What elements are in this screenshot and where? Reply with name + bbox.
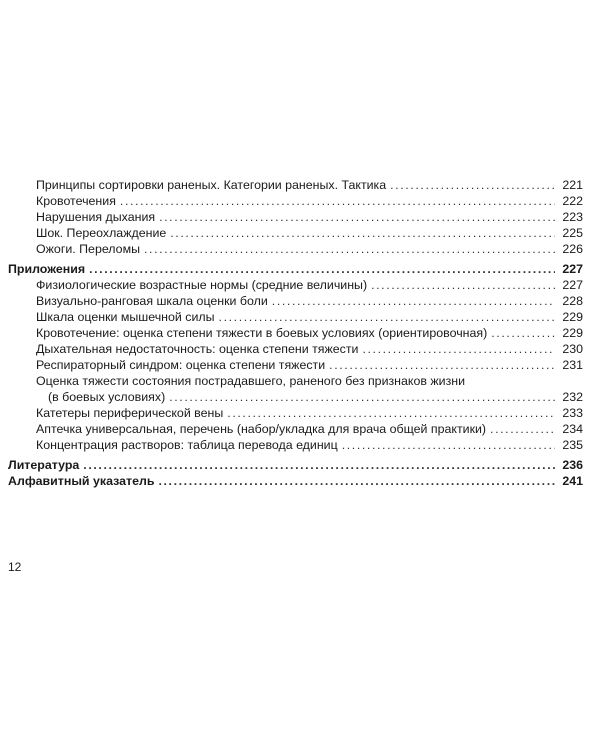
toc-entry-page: 222 (562, 194, 583, 208)
toc-entry-page: 233 (562, 406, 583, 420)
toc-section-label: Приложения (8, 262, 86, 276)
toc-entry-page: 231 (562, 358, 583, 372)
toc-leader-dots (490, 421, 555, 437)
toc-entry-page: 226 (562, 242, 583, 256)
toc-entry-label: Катетеры периферической вены (36, 406, 224, 420)
toc-leader-dots (342, 437, 555, 453)
toc-leader-dots (83, 457, 555, 473)
page-number: 12 (8, 560, 22, 574)
toc-leader-dots (89, 261, 555, 277)
toc-entry-page: 230 (562, 342, 583, 356)
toc-entry-label: Аптечка универсальная, перечень (набор/укладка для врача общей практики) (36, 422, 487, 436)
toc-section-page: 241 (562, 474, 583, 488)
toc-entry-label: Шкала оценки мышечной силы (36, 310, 215, 324)
toc-entry-page: 235 (562, 438, 583, 452)
toc-section-label: Алфавитный указатель (8, 474, 155, 488)
toc-entry-label: Кровотечения (36, 194, 116, 208)
toc-entry-label: Ожоги. Переломы (36, 242, 140, 256)
toc-leader-dots (120, 193, 555, 209)
toc-entry-label: Принципы сортировки раненых. Категории раненых. Тактика (36, 178, 387, 192)
toc-leader-dots (158, 473, 555, 489)
toc-entry-page: 221 (562, 178, 583, 192)
toc-leader-dots (390, 177, 555, 193)
toc-entry-label: Респираторный синдром: оценка степени тяжести (36, 358, 326, 372)
toc-leader-dots (371, 277, 555, 293)
toc-entry-label: Шок. Переохлаждение (36, 226, 167, 240)
toc-entry-label: Нарушения дыхания (36, 210, 156, 224)
toc-entry-label: Физиологические возрастные нормы (средние величины) (36, 278, 368, 292)
toc-leader-dots (362, 341, 555, 357)
toc-entry-label-continuation: (в боевых условиях) (48, 390, 166, 404)
toc-entry-page: 229 (562, 310, 583, 324)
toc-entry-page: 234 (562, 422, 583, 436)
toc-leader-dots (170, 225, 555, 241)
toc-leader-dots (169, 389, 555, 405)
toc-entry-page: 228 (562, 294, 583, 308)
toc-entry-label: Дыхательная недостаточность: оценка степени тяжести (36, 342, 359, 356)
toc-leader-dots (159, 209, 555, 225)
toc-entry-label: Концентрация растворов: таблица перевода единиц (36, 438, 338, 452)
toc-leader-dots (144, 241, 555, 257)
toc-leader-dots (227, 405, 555, 421)
toc-entry-page: 225 (562, 226, 583, 240)
toc-leader-dots (272, 293, 555, 309)
toc-entry-page: 232 (562, 390, 583, 404)
toc-section-page: 227 (562, 262, 583, 276)
toc-leader-dots (329, 357, 555, 373)
toc-entry-page: 229 (562, 326, 583, 340)
toc-entry-label: Визуально-ранговая шкала оценки боли (36, 294, 268, 308)
toc-entry-label: Кровотечение: оценка степени тяжести в боевых условиях (ориентировочная) (36, 326, 488, 340)
toc-entry-label: Оценка тяжести состояния пострадавшего, раненого без признаков жизни (36, 374, 466, 388)
toc-leader-dots (219, 309, 555, 325)
toc-section-label: Литература (8, 458, 80, 472)
toc-entry-page: 227 (562, 278, 583, 292)
toc-entry-page: 223 (562, 210, 583, 224)
toc-leader-dots (491, 325, 555, 341)
toc-section-page: 236 (562, 458, 583, 472)
